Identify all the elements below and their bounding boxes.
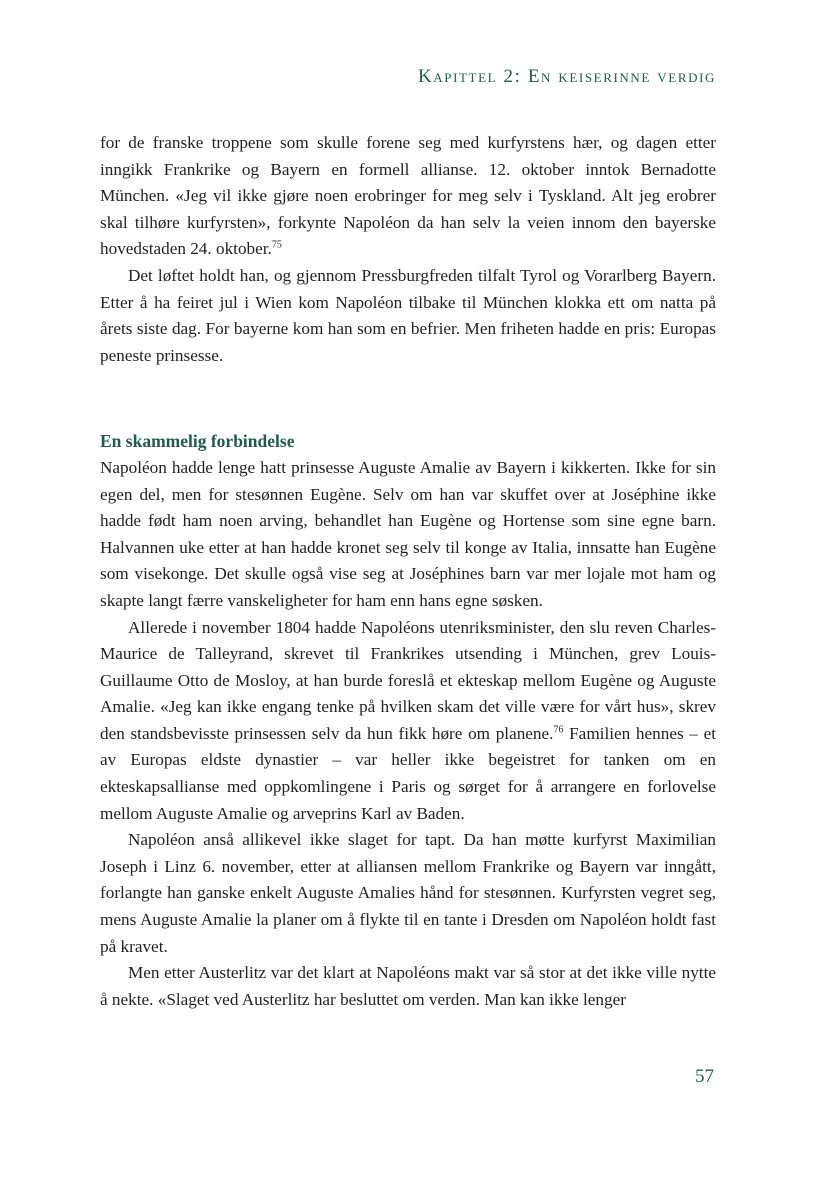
running-head: Kapittel 2: En keiserinne verdig	[417, 66, 716, 87]
paragraph: Men etter Austerlitz var det klart at Napoléons makt var så stor at det ikke ville nytte å nekte. «Slaget ved Austerlitz har besluttet om verden. Man kan ikke lenger	[100, 963, 716, 1009]
paragraph: Det løftet holdt han, og gjennom Pressburgfreden tilfalt Tyrol og Vorarlberg Bayern. Etter å ha feiret jul i Wien kom Napoléon tilbake til München klokka ett om natta på årets siste dag. For bayerne kom han som en befrier. Men friheten hadde en pris: Europas peneste prinsesse.	[100, 265, 716, 365]
paragraph	[100, 130, 716, 263]
footnote-marker: 76	[553, 724, 564, 736]
paragraph: Napoléon anså allikevel ikke slaget for tapt. Da han møtte kurfyrst Maximilian Joseph i Linz 6. november, etter at alliansen mellom Frankrike og Bayern var inngått, forlangte han ganske enkelt Auguste Amalies hånd for stesønnen. Kurfyrsten vegret seg, mens Auguste Amalie la planer om å flykte til en tante i Dresden om Napoléon holdt fast på kravet.	[100, 830, 716, 956]
paragraph-text: Familien hennes – et av Europas eldste dynastier – var heller ikke begeistret for tanken om en ekteskapsallianse med oppkomlingene i Paris og sørget for å arrangere en forlovelse mellom Auguste Amalie og arveprins Karl av Baden.	[100, 723, 716, 823]
paragraph	[100, 615, 716, 828]
body-text	[100, 130, 716, 1013]
section-heading: En skammelig forbindelse	[100, 431, 295, 452]
page-number: 57	[695, 1066, 714, 1087]
paragraph-text: for de franske troppene som skulle forene seg med kurfyrstens hær, og dagen etter inngikk Frankrike og Bayern en formell allianse. 12. oktober inntok Bernadotte München. «Jeg vil ikke gjøre noen erobringer for meg selv i Tyskland. Alt jeg erobrer skal tilhøre kurfyrsten», forkynte Napoléon da han selv la veien innom den bayerske hovedstaden 24. oktober.	[100, 133, 716, 259]
paragraph: Napoléon hadde lenge hatt prinsesse Auguste Amalie av Bayern i kikkerten. Ikke for sin egen del, men for stesønnen Eugène. Selv om han var skuffet over at Joséphine ikke hadde født ham noen arving, behandlet han Eugène og Hortense som sine egne barn. Halvannen uke etter at han hadde kronet seg selv til konge av Italia, innsatte han Eugène som visekonge. Det skulle også vise seg at Joséphines barn var mer lojale mot ham og skapte langt færre vanskeligheter for ham enn hans egne søsken.	[100, 457, 716, 610]
footnote-marker: 75	[271, 239, 282, 251]
paragraph-text: Allerede i november 1804 hadde Napoléons utenriksminister, den slu reven Charles-Maurice de Talleyrand, skrevet til Frankrikes utsending i München, grev Louis-Guillaume Otto de Mosloy, at han burde foreslå et ekteskap mellom Eugène og Auguste Amalie. «Jeg kan ikke engang tenke på hvilken skam det ville være for vårt hus», skrev den standsbevisste prinsessen selv da hun fikk høre om planene.	[100, 617, 716, 743]
